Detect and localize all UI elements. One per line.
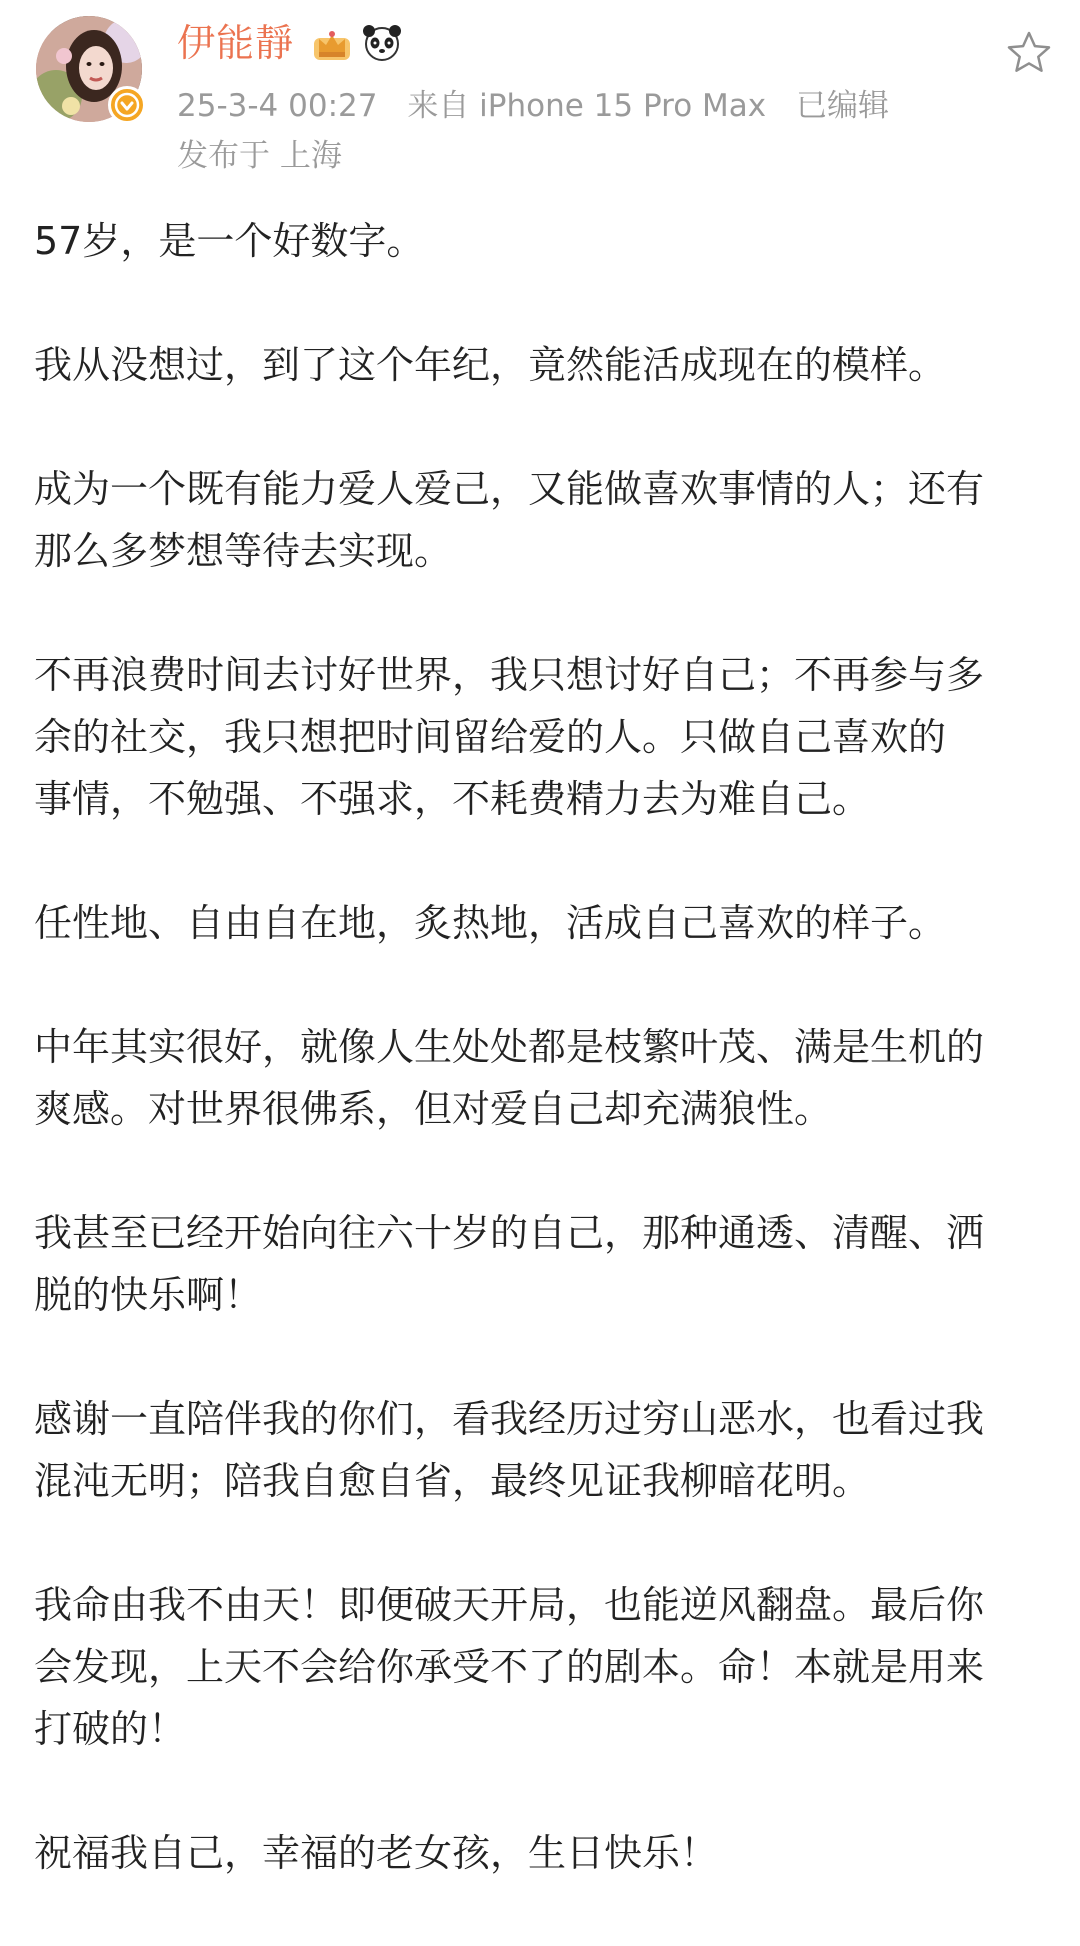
paragraph-line: 中年其实很好，就像人生处处都是枝繁叶茂、满是生机的 xyxy=(34,1025,985,1069)
paragraph-line: 那么多梦想等待去实现。 xyxy=(34,529,453,573)
paragraph xyxy=(34,458,1054,582)
crown-icon xyxy=(310,22,354,66)
paragraph-line: 事情，不勉强、不强求，不耗费精力去为难自己。 xyxy=(34,777,871,821)
paragraph xyxy=(34,892,1054,954)
author-name[interactable]: 伊能靜 xyxy=(177,21,295,65)
paragraph-line: 我命由我不由天！即便破天开局，也能逆风翻盘。最后你 xyxy=(34,1583,985,1627)
paragraph-line: 任性地、自由自在地，炙热地，活成自己喜欢的样子。 xyxy=(34,901,947,945)
paragraph-line: 混沌无明；陪我自愈自省，最终见证我柳暗花明。 xyxy=(34,1459,871,1503)
verified-badge-icon xyxy=(108,86,146,124)
paragraph-line: 余的社交，我只想把时间留给爱的人。只做自己喜欢的 xyxy=(34,715,947,759)
paragraph xyxy=(34,334,1054,396)
post-header xyxy=(0,0,1080,190)
post-meta xyxy=(177,86,909,126)
paragraph-line: 爽感。对世界很佛系，但对爱自己却充满狼性。 xyxy=(34,1087,833,1131)
paragraph-line: 成为一个既有能力爱人爱己，又能做喜欢事情的人；还有 xyxy=(34,467,985,511)
paragraph xyxy=(34,210,1054,272)
paragraph-line: 打破的！ xyxy=(34,1707,187,1751)
paragraph-line: 脱的快乐啊！ xyxy=(34,1273,263,1317)
paragraph-line: 不再浪费时间去讨好世界，我只想讨好自己；不再参与多 xyxy=(34,653,985,697)
post-body xyxy=(34,210,1054,1946)
paragraph-line: 我甚至已经开始向往六十岁的自己，那种通透、清醒、洒 xyxy=(34,1211,985,1255)
paragraph xyxy=(34,1574,1054,1760)
paragraph-line: 祝福我自己，幸福的老女孩，生日快乐！ xyxy=(34,1831,719,1875)
favorite-button[interactable] xyxy=(1004,28,1054,78)
star-outline-icon xyxy=(1004,28,1054,78)
paragraph-line: 我从没想过，到了这个年纪，竟然能活成现在的模样。 xyxy=(34,343,947,387)
post-source: 来自 iPhone 15 Pro Max xyxy=(407,88,767,124)
paragraph xyxy=(34,1822,1054,1884)
paragraph xyxy=(34,644,1054,830)
post-timestamp: 25-3-4 00:27 xyxy=(177,88,378,124)
paragraph-line: 感谢一直陪伴我的你们，看我经历过穷山恶水，也看过我 xyxy=(34,1397,985,1441)
paragraph xyxy=(34,1202,1054,1326)
paragraph-line: 57岁，是一个好数字。 xyxy=(34,219,425,263)
panda-icon xyxy=(360,20,404,64)
post-edited-label[interactable]: 已编辑 xyxy=(795,88,889,124)
paragraph xyxy=(34,1016,1054,1140)
paragraph xyxy=(34,1388,1054,1512)
paragraph-line: 会发现，上天不会给你承受不了的剧本。命！本就是用来 xyxy=(34,1645,985,1689)
post-location: 发布于 上海 xyxy=(177,138,342,174)
